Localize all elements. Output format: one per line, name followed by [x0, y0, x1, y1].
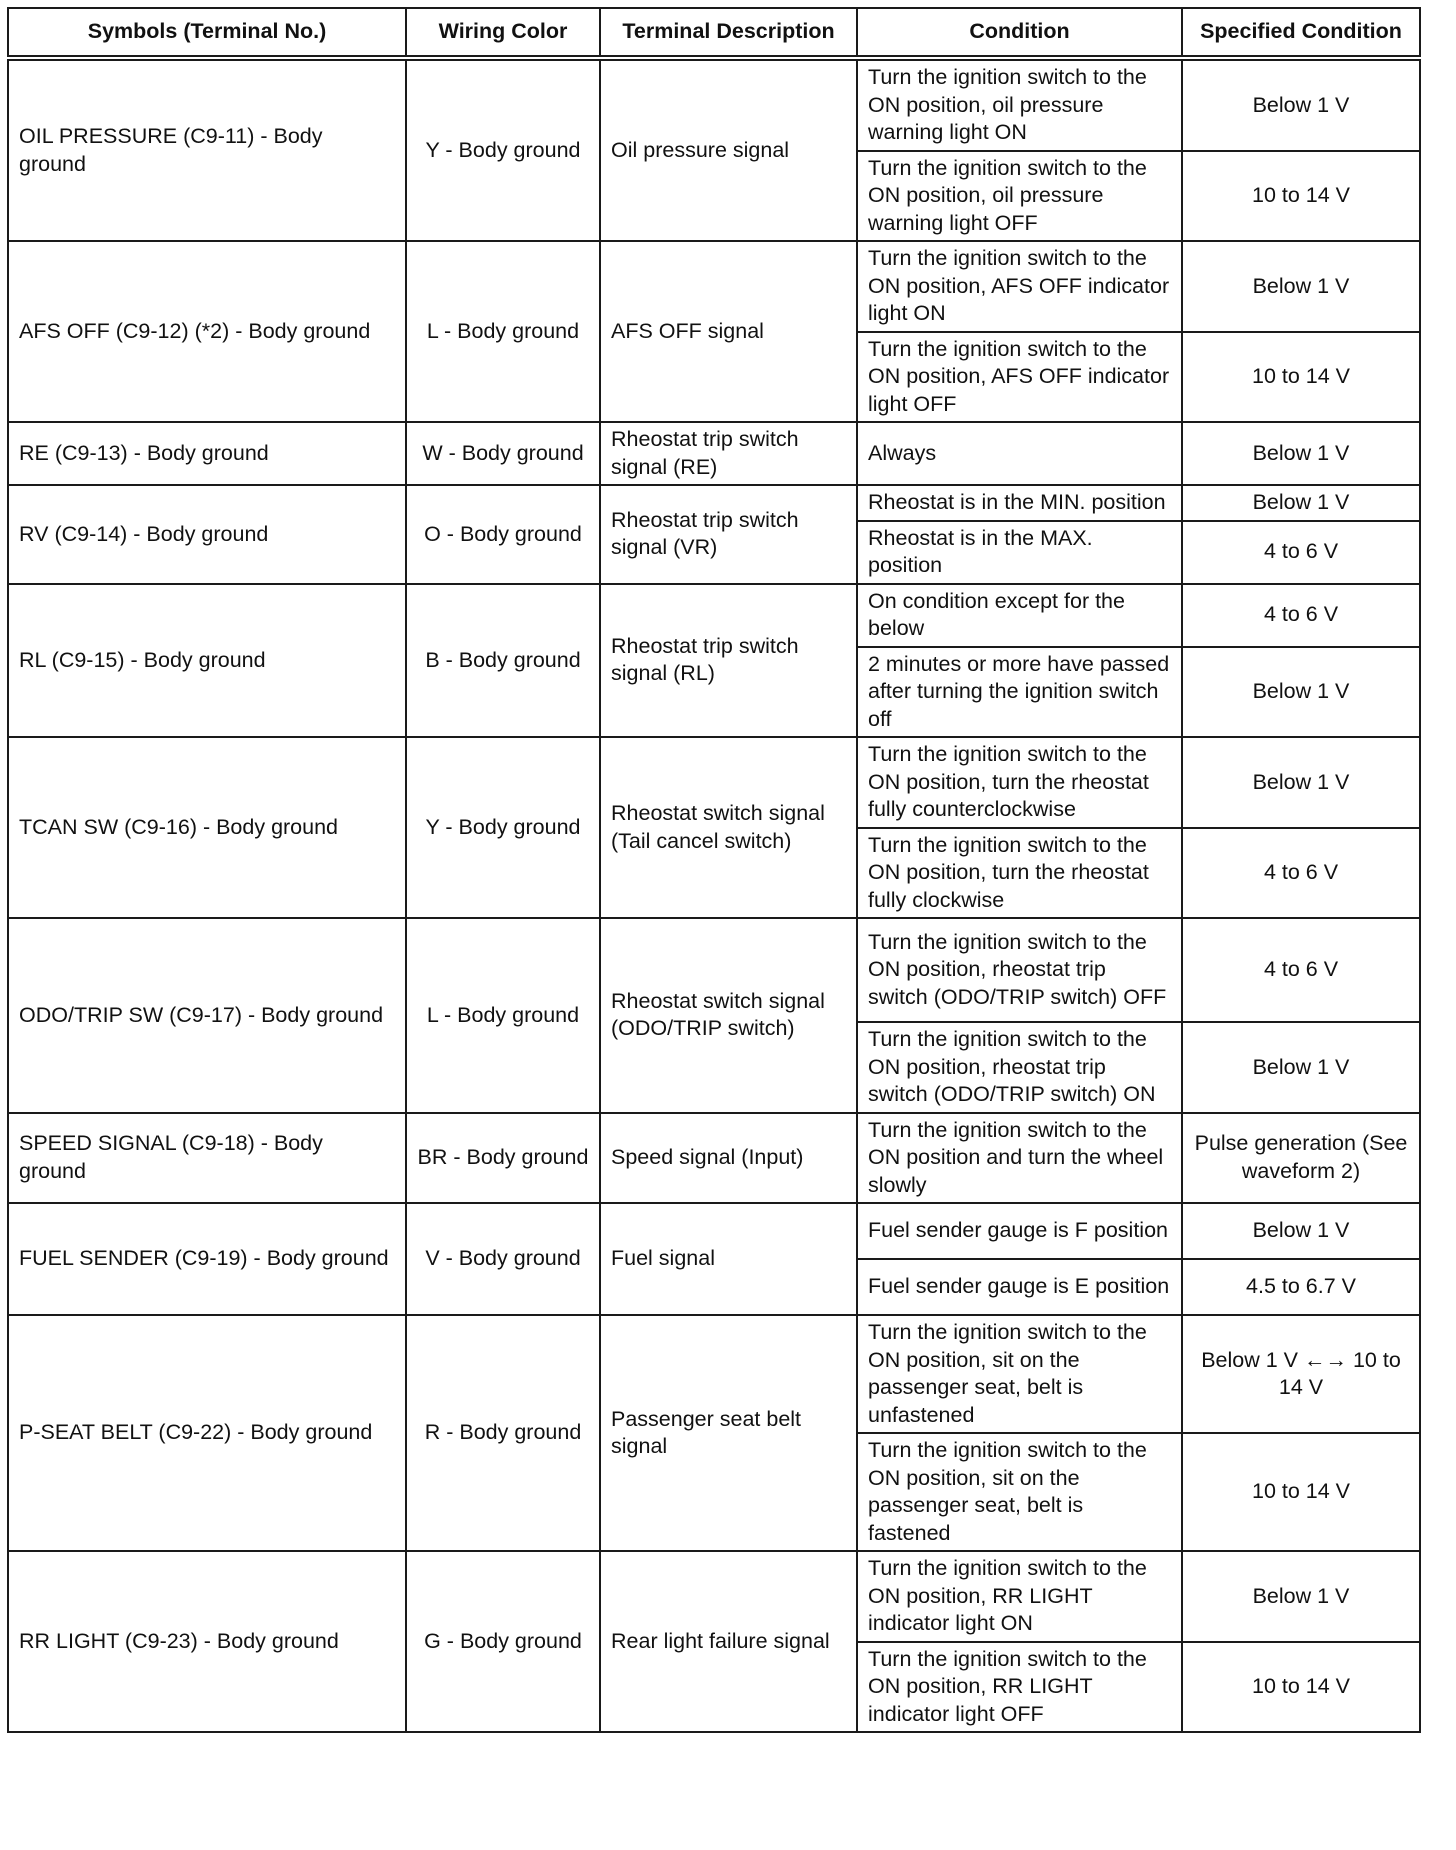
terminal-description-cell: Rheostat trip switch signal (VR) [600, 485, 857, 584]
wiring-color-cell: Y - Body ground [406, 58, 600, 241]
terminal-description-cell: Rheostat trip switch signal (RE) [600, 422, 857, 485]
specified-condition-cell: 4 to 6 V [1182, 521, 1420, 584]
wiring-color-cell: L - Body ground [406, 918, 600, 1113]
symbol-cell: FUEL SENDER (C9-19) - Body ground [8, 1203, 406, 1315]
header-terminal-description: Terminal Description [600, 8, 857, 58]
table-row [8, 241, 1420, 332]
symbol-cell: TCAN SW (C9-16) - Body ground [8, 737, 406, 918]
condition-cell: Turn the ignition switch to the ON position and turn the wheel slowly [857, 1113, 1182, 1204]
specified-condition-cell: 4 to 6 V [1182, 918, 1420, 1022]
symbol-cell: RL (C9-15) - Body ground [8, 584, 406, 738]
condition-cell: Rheostat is in the MAX. position [857, 521, 1182, 584]
symbol-cell: ODO/TRIP SW (C9-17) - Body ground [8, 918, 406, 1113]
specified-condition-cell: Below 1 V [1182, 241, 1420, 332]
condition-cell: Turn the ignition switch to the ON position, turn the rheostat fully counterclockwise [857, 737, 1182, 828]
condition-cell: Turn the ignition switch to the ON position, sit on the passenger seat, belt is unfastened [857, 1315, 1182, 1433]
specified-condition-cell: Below 1 V [1182, 422, 1420, 485]
table-row [8, 1113, 1420, 1204]
terminal-inspection-table [7, 7, 1421, 1733]
table-row [8, 422, 1420, 485]
specified-condition-cell: 10 to 14 V [1182, 332, 1420, 423]
condition-cell: Turn the ignition switch to the ON position, oil pressure warning light ON [857, 58, 1182, 151]
terminal-description-cell: Rheostat switch signal (Tail cancel switch) [600, 737, 857, 918]
condition-cell: Turn the ignition switch to the ON position, AFS OFF indicator light ON [857, 241, 1182, 332]
symbol-cell: AFS OFF (C9-12) (*2) - Body ground [8, 241, 406, 422]
wiring-color-cell: L - Body ground [406, 241, 600, 422]
terminal-description-cell: Rheostat trip switch signal (RL) [600, 584, 857, 738]
symbol-cell: RR LIGHT (C9-23) - Body ground [8, 1551, 406, 1732]
wiring-color-cell: O - Body ground [406, 485, 600, 584]
table-row [8, 1203, 1420, 1259]
table-row [8, 58, 1420, 151]
specified-condition-cell: 10 to 14 V [1182, 151, 1420, 242]
specified-condition-cell: Pulse generation (See waveform 2) [1182, 1113, 1420, 1204]
terminal-description-cell: Rheostat switch signal (ODO/TRIP switch) [600, 918, 857, 1113]
condition-cell: Turn the ignition switch to the ON position, AFS OFF indicator light OFF [857, 332, 1182, 423]
symbol-cell: RV (C9-14) - Body ground [8, 485, 406, 584]
specified-condition-cell: 10 to 14 V [1182, 1433, 1420, 1551]
specified-condition-cell: Below 1 V [1182, 1551, 1420, 1642]
symbol-cell: OIL PRESSURE (C9-11) - Body ground [8, 58, 406, 241]
condition-cell: Fuel sender gauge is E position [857, 1259, 1182, 1315]
condition-cell: Turn the ignition switch to the ON position, oil pressure warning light OFF [857, 151, 1182, 242]
specified-condition-cell: Below 1 V [1182, 485, 1420, 521]
wiring-color-cell: W - Body ground [406, 422, 600, 485]
wiring-color-cell: BR - Body ground [406, 1113, 600, 1204]
wiring-color-cell: B - Body ground [406, 584, 600, 738]
table-row [8, 1551, 1420, 1642]
table-row [8, 737, 1420, 828]
header-row [8, 8, 1420, 58]
header-specified-condition: Specified Condition [1182, 8, 1420, 58]
wiring-color-cell: R - Body ground [406, 1315, 600, 1551]
wiring-color-cell: G - Body ground [406, 1551, 600, 1732]
wiring-color-cell: Y - Body ground [406, 737, 600, 918]
symbol-cell: SPEED SIGNAL (C9-18) - Body ground [8, 1113, 406, 1204]
condition-cell: Always [857, 422, 1182, 485]
specified-condition-cell: 4.5 to 6.7 V [1182, 1259, 1420, 1315]
header-symbols: Symbols (Terminal No.) [8, 8, 406, 58]
condition-cell: Turn the ignition switch to the ON position, turn the rheostat fully clockwise [857, 828, 1182, 919]
terminal-description-cell: Fuel signal [600, 1203, 857, 1315]
condition-cell: Fuel sender gauge is F position [857, 1203, 1182, 1259]
specified-condition-cell: Below 1 V [1182, 1203, 1420, 1259]
symbol-cell: P-SEAT BELT (C9-22) - Body ground [8, 1315, 406, 1551]
condition-cell: On condition except for the below [857, 584, 1182, 647]
specified-condition-cell: 4 to 6 V [1182, 584, 1420, 647]
condition-cell: 2 minutes or more have passed after turning the ignition switch off [857, 647, 1182, 738]
specified-condition-cell: Below 1 V [1182, 647, 1420, 738]
terminal-description-cell: Oil pressure signal [600, 58, 857, 241]
condition-cell: Rheostat is in the MIN. position [857, 485, 1182, 521]
specified-condition-cell: Below 1 V [1182, 1022, 1420, 1113]
wiring-color-cell: V - Body ground [406, 1203, 600, 1315]
specified-condition-cell: Below 1 V [1182, 58, 1420, 151]
condition-cell: Turn the ignition switch to the ON position, sit on the passenger seat, belt is fastened [857, 1433, 1182, 1551]
terminal-description-cell: Passenger seat belt signal [600, 1315, 857, 1551]
table-body [8, 58, 1420, 1732]
condition-cell: Turn the ignition switch to the ON position, rheostat trip switch (ODO/TRIP switch) ON [857, 1022, 1182, 1113]
specified-condition-cell: 10 to 14 V [1182, 1642, 1420, 1733]
header-wiring-color: Wiring Color [406, 8, 600, 58]
terminal-description-cell: AFS OFF signal [600, 241, 857, 422]
specified-condition-cell: 4 to 6 V [1182, 828, 1420, 919]
terminal-description-cell: Speed signal (Input) [600, 1113, 857, 1204]
table-row [8, 918, 1420, 1022]
table-row [8, 584, 1420, 647]
terminal-description-cell: Rear light failure signal [600, 1551, 857, 1732]
specified-condition-cell: Below 1 V ←→ 10 to 14 V [1182, 1315, 1420, 1433]
condition-cell: Turn the ignition switch to the ON position, RR LIGHT indicator light OFF [857, 1642, 1182, 1733]
condition-cell: Turn the ignition switch to the ON position, rheostat trip switch (ODO/TRIP switch) OFF [857, 918, 1182, 1022]
specified-condition-cell: Below 1 V [1182, 737, 1420, 828]
condition-cell: Turn the ignition switch to the ON position, RR LIGHT indicator light ON [857, 1551, 1182, 1642]
table-row [8, 485, 1420, 521]
header-condition: Condition [857, 8, 1182, 58]
symbol-cell: RE (C9-13) - Body ground [8, 422, 406, 485]
table-row [8, 1315, 1420, 1433]
